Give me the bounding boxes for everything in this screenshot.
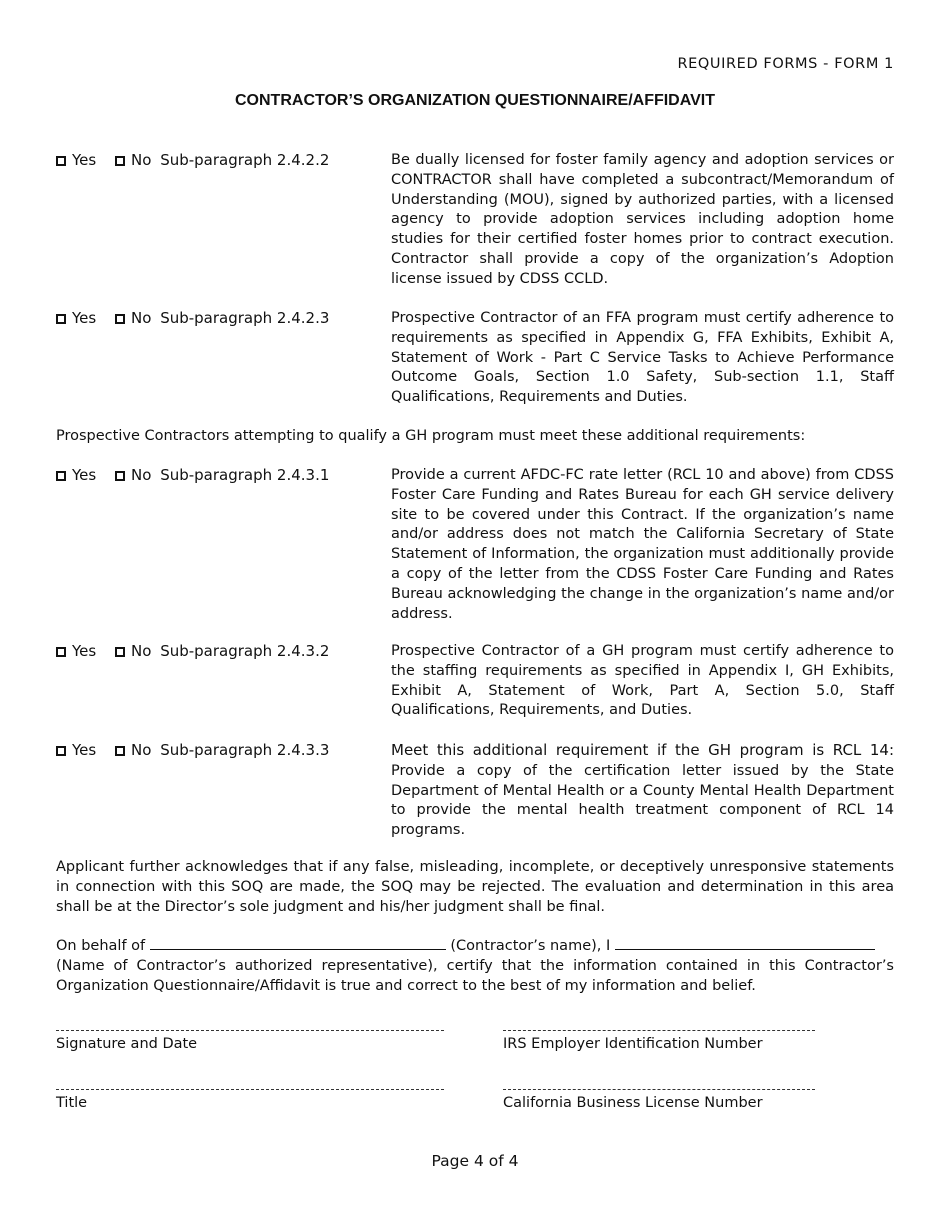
yes-option[interactable] bbox=[56, 741, 96, 759]
subparagraph-ref: Sub-paragraph 2.4.2.3 bbox=[160, 309, 330, 327]
item-description: Provide a current AFDC-FC rate letter (RCL 10 and above) from CDSS Foster Care Funding and Rates Bureau for each GH service delivery site to be covered under this Contract. If the organization’s name and/or address does not match the California Secretary of State Statement of Information, the organization must additionally provide a copy of the letter from the CDSS Foster Care Funding and Rates Bureau acknowledging the change in the organization’s name and/or address. bbox=[391, 467, 894, 622]
business-license-label: California Business License Number bbox=[503, 1095, 763, 1111]
certification-part1: On behalf of bbox=[56, 938, 146, 954]
representative-name-field[interactable] bbox=[615, 937, 875, 950]
yes-label: Yes bbox=[72, 642, 97, 660]
subparagraph-ref: Sub-paragraph 2.4.3.3 bbox=[160, 741, 330, 759]
yes-no-options bbox=[56, 741, 329, 759]
certification-part2: (Contractor’s name), I bbox=[450, 938, 611, 954]
yes-checkbox[interactable] bbox=[56, 156, 66, 166]
yes-label: Yes bbox=[72, 741, 97, 759]
no-option[interactable] bbox=[115, 151, 151, 169]
item-lead-text: Meet this additional requirement if the GH program is RCL 14: bbox=[391, 741, 894, 759]
certification-part3: (Name of Contractor’s authorized representative), certify that the information contained in this Contractor’s Organization Questionnaire/Affidavit is true and correct to the best of my information and belief. bbox=[56, 957, 894, 994]
no-checkbox[interactable] bbox=[115, 471, 125, 481]
no-label: No bbox=[131, 741, 152, 759]
no-checkbox[interactable] bbox=[115, 746, 125, 756]
yes-label: Yes bbox=[72, 151, 97, 169]
yes-option[interactable] bbox=[56, 309, 96, 327]
no-checkbox[interactable] bbox=[115, 314, 125, 324]
no-checkbox[interactable] bbox=[115, 156, 125, 166]
page-title: CONTRACTOR’S ORGANIZATION QUESTIONNAIRE/AFFIDAVIT bbox=[235, 92, 715, 109]
title-label: Title bbox=[56, 1095, 88, 1111]
no-option[interactable] bbox=[115, 466, 151, 484]
yes-checkbox[interactable] bbox=[56, 746, 66, 756]
signature-line bbox=[56, 1089, 444, 1090]
item-description: Prospective Contractor of a GH program must certify adherence to the staffing requirements as specified in Appendix I, GH Exhibits, Exhibit A, Statement of Work, Part A, Section 5.0, Staff Qualifications, Requirements, and Duties. bbox=[391, 643, 894, 719]
signature-line bbox=[503, 1089, 815, 1090]
signature-line bbox=[503, 1030, 815, 1031]
irs-ein-field[interactable] bbox=[503, 1030, 815, 1052]
form-label: REQUIRED FORMS - FORM 1 bbox=[677, 56, 894, 72]
no-option[interactable] bbox=[115, 741, 151, 759]
no-label: No bbox=[131, 309, 152, 327]
no-option[interactable] bbox=[115, 642, 151, 660]
yes-no-options bbox=[56, 466, 329, 484]
gh-requirements-note: Prospective Contractors attempting to qualify a GH program must meet these additional requirements: bbox=[56, 428, 806, 444]
item-description bbox=[391, 741, 894, 841]
yes-option[interactable] bbox=[56, 151, 96, 169]
subparagraph-ref: Sub-paragraph 2.4.3.1 bbox=[160, 466, 330, 484]
no-checkbox[interactable] bbox=[115, 647, 125, 657]
subparagraph-ref: Sub-paragraph 2.4.2.2 bbox=[160, 151, 330, 169]
no-label: No bbox=[131, 642, 152, 660]
yes-no-options bbox=[56, 309, 329, 327]
no-label: No bbox=[131, 151, 152, 169]
subparagraph-ref: Sub-paragraph 2.4.3.2 bbox=[160, 642, 330, 660]
yes-label: Yes bbox=[72, 309, 97, 327]
item-description: Prospective Contractor of an FFA program must certify adherence to requirements as specified in Appendix G, FFA Exhibits, Exhibit A, Statement of Work - Part C Service Tasks to Achieve Performance Outcome Goals, Section 1.0 Safety, Sub-section 1.1, Staff Qualifications, Requirements and Duties. bbox=[391, 310, 894, 406]
item-body-text: Provide a copy of the certification letter issued by the State Department of Mental Health or a County Mental Health Department to provide the mental health treatment component of RCL 14 programs. bbox=[391, 762, 894, 839]
page-number: Page 4 of 4 bbox=[431, 1152, 519, 1170]
no-option[interactable] bbox=[115, 309, 151, 327]
certification-paragraph bbox=[56, 937, 894, 996]
yes-checkbox[interactable] bbox=[56, 471, 66, 481]
no-label: No bbox=[131, 466, 152, 484]
title-field[interactable] bbox=[56, 1089, 444, 1111]
yes-label: Yes bbox=[72, 466, 97, 484]
business-license-field[interactable] bbox=[503, 1089, 815, 1111]
yes-no-options bbox=[56, 642, 329, 660]
yes-no-options bbox=[56, 151, 329, 169]
yes-checkbox[interactable] bbox=[56, 314, 66, 324]
acknowledgement-paragraph: Applicant further acknowledges that if any false, misleading, incomplete, or deceptively unresponsive statements in connection with this SOQ are made, the SOQ may be rejected. The evaluation and determination in this area shall be at the Director’s sole judgment and his/her judgment shall be final. bbox=[56, 859, 894, 915]
signature-date-label: Signature and Date bbox=[56, 1036, 198, 1052]
signature-line bbox=[56, 1030, 444, 1031]
item-description: Be dually licensed for foster family agency and adoption services or CONTRACTOR shall have completed a subcontract/Memorandum of Understanding (MOU), signed by authorized parties, with a licensed agency to provide adoption services including adoption home studies for their certified foster homes prior to contract execution. Contractor shall provide a copy of the organization’s Adoption license issued by CDSS CCLD. bbox=[391, 152, 894, 287]
yes-checkbox[interactable] bbox=[56, 647, 66, 657]
yes-option[interactable] bbox=[56, 466, 96, 484]
yes-option[interactable] bbox=[56, 642, 96, 660]
irs-ein-label: IRS Employer Identification Number bbox=[503, 1036, 763, 1052]
contractor-name-field[interactable] bbox=[150, 937, 446, 950]
signature-date-field[interactable] bbox=[56, 1030, 444, 1052]
